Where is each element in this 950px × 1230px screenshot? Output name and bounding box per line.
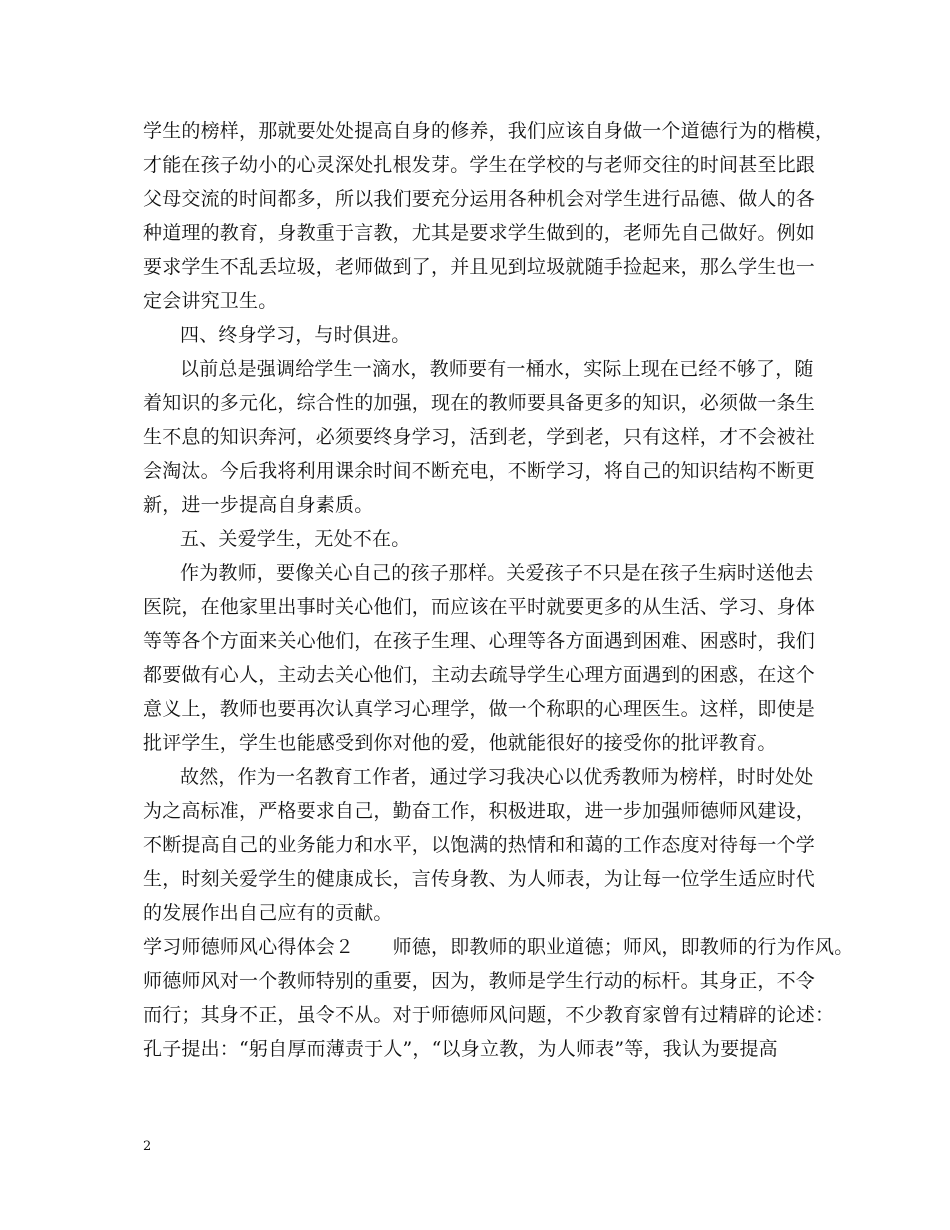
body-text-line: 才能在孩子幼小的心灵深处扎根发芽。学生在学校的与老师交往的时间甚至比跟 (143, 154, 816, 176)
body-text-line: 为之高标准，严格要求自己，勤奋工作，积极进取，进一步加强师德师风建设， (143, 800, 816, 822)
body-text-line: 医院，在他家里出事时关心他们，而应该在平时就要更多的从生活、学习、身体 (143, 596, 816, 618)
body-text-line: 作为教师，要像关心自己的孩子那样。关爱孩子不只是在孩子生病时送他去 (180, 562, 814, 584)
body-text-line: 等等各个方面来关心他们，在孩子生理、心理等各方面遇到困难、困惑时，我们 (143, 630, 816, 652)
body-text-line: 孔子提出：“躬自厚而薄责于人”，“以身立教，为人师表”等，我认为要提高 (143, 1038, 778, 1060)
body-text-line: 着知识的多元化，综合性的加强，现在的教师要具备更多的知识，必须做一条生 (143, 392, 816, 414)
section-heading: 四、终身学习，与时俱进。 (180, 324, 411, 346)
body-text-line: 定会讲究卫生。 (143, 290, 278, 312)
section-title-line: 学习师德师风心得体会２ 师德，即教师的职业道德；师风，即教师的行为作风。 (143, 936, 854, 958)
body-text-line: 父母交流的时间都多，所以我们要充分运用各种机会对学生进行品德、做人的各 (143, 188, 816, 210)
body-text-line: 会淘汰。今后我将利用课余时间不断充电，不断学习，将自己的知识结构不断更 (143, 460, 816, 482)
body-text-line: 要求学生不乱丢垃圾，老师做到了，并且见到垃圾就随手捡起来，那么学生也一 (143, 256, 816, 278)
body-text-line: 批评学生，学生也能感受到你对他的爱，他就能很好的接受你的批评教育。 (143, 732, 777, 754)
body-text-line: 都要做有心人，主动去关心他们，主动去疏导学生心理方面遇到的困惑，在这个 (143, 664, 816, 686)
body-text-line: 的发展作出自己应有的贡献。 (143, 902, 393, 924)
body-text-line: 学生的榜样，那就要处处提高自身的修养，我们应该自身做一个道德行为的楷模， (143, 120, 835, 142)
body-text-line: 生不息的知识奔河，必须要终身学习，活到老，学到老，只有这样，才不会被社 (143, 426, 816, 448)
section-heading: 五、关爱学生，无处不在。 (180, 528, 411, 550)
body-text-line: 生，时刻关爱学生的健康成长，言传身教、为人师表，为让每一位学生适应时代 (143, 868, 816, 890)
body-text-line: 意义上，教师也要再次认真学习心理学，做一个称职的心理医生。这样，即使是 (143, 698, 816, 720)
body-text-line: 师德师风对一个教师特别的重要，因为，教师是学生行动的标杆。其身正，不令 (143, 970, 816, 992)
body-text-line: 故然，作为一名教育工作者，通过学习我决心以优秀教师为榜样，时时处处 (180, 766, 814, 788)
body-text-line: 新，进一步提高自身素质。 (143, 494, 374, 516)
page-number: 2 (143, 1139, 152, 1154)
body-text-line: 种道理的教育，身教重于言教，尤其是要求学生做到的，老师先自己做好。例如 (143, 222, 816, 244)
body-text-line: 以前总是强调给学生一滴水，教师要有一桶水，实际上现在已经不够了，随 (180, 358, 814, 380)
body-text-line: 而行；其身不正，虽令不从。对于师德师风问题，不少教育家曾有过精辟的论述： (143, 1004, 835, 1026)
body-text-line: 不断提高自己的业务能力和水平，以饱满的热情和和蔼的工作态度对待每一个学 (143, 834, 816, 856)
